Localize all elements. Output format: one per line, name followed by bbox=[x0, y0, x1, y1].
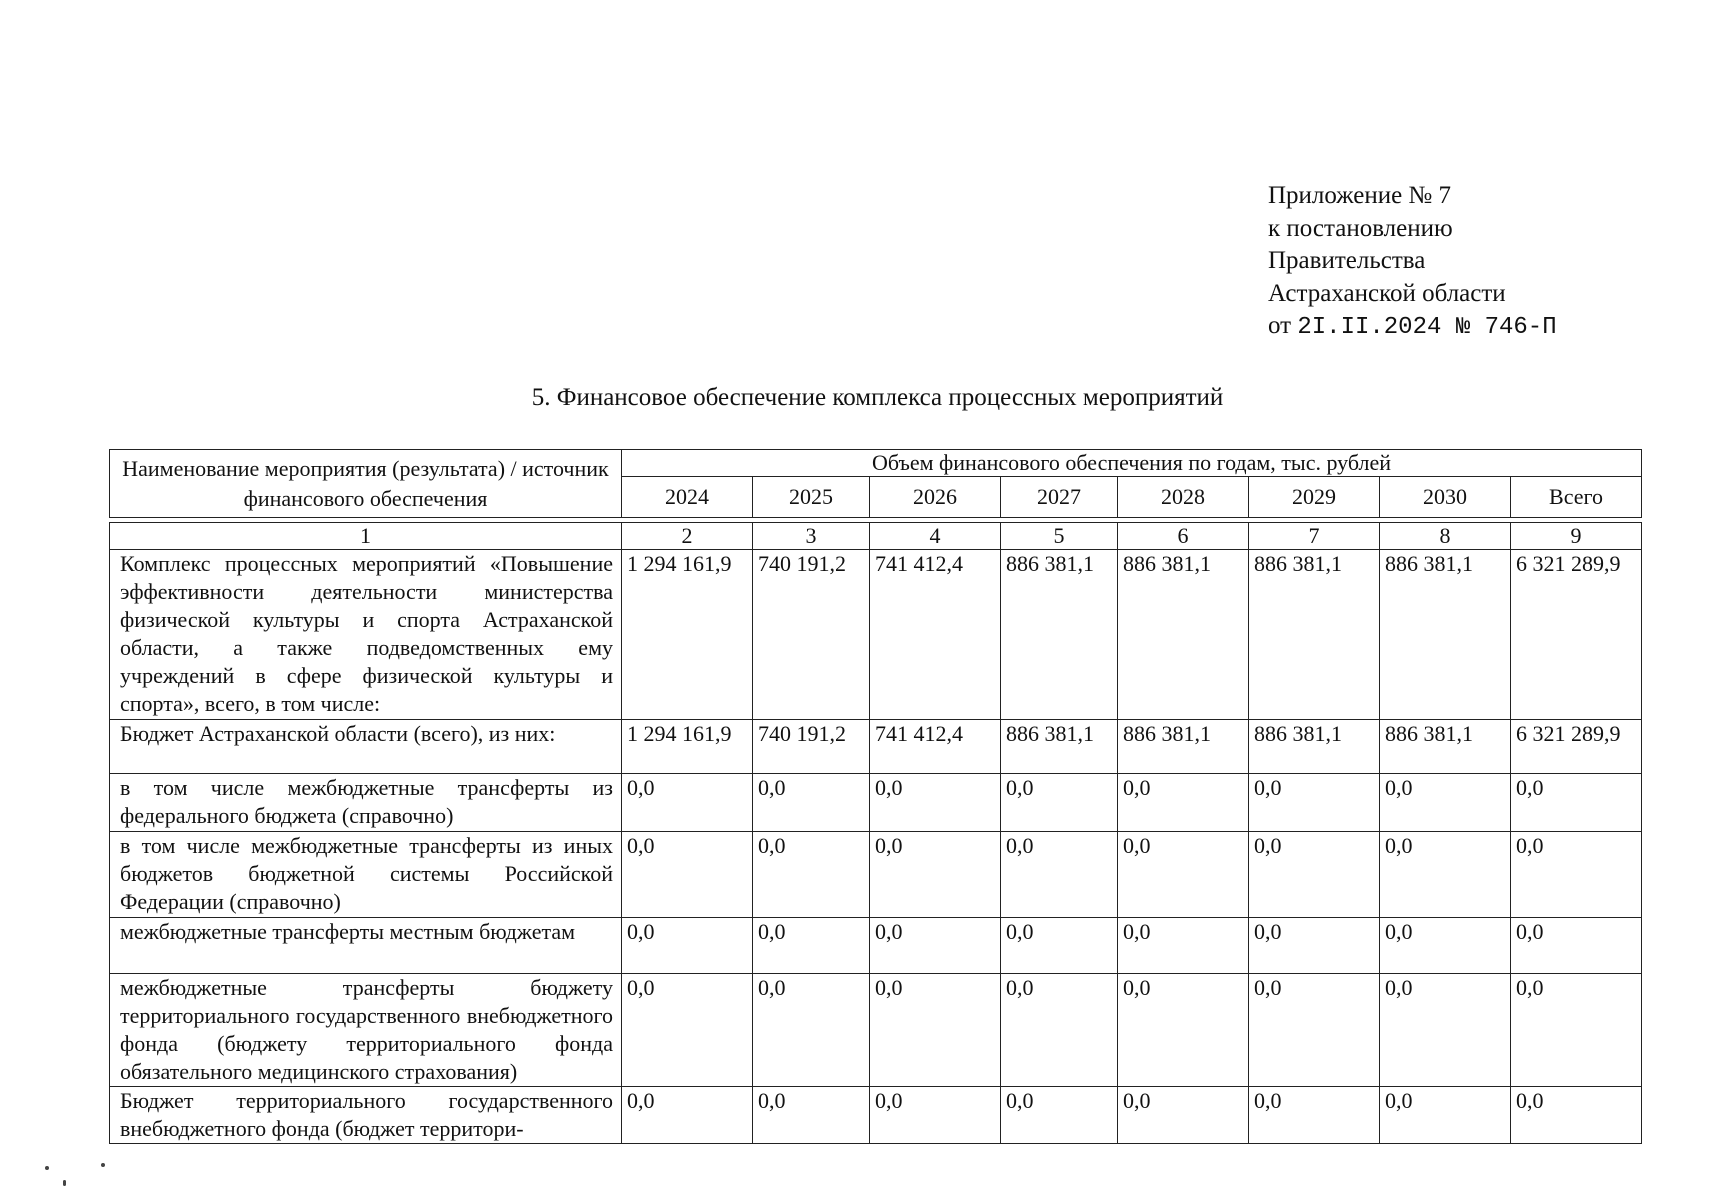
row-value-cell: 0,0 bbox=[1380, 1087, 1511, 1144]
row-value-cell: 0,0 bbox=[1511, 774, 1642, 832]
row-value-cell: 0,0 bbox=[1001, 774, 1118, 832]
row-value-cell: 886 381,1 bbox=[1380, 720, 1511, 774]
row-value-cell: 740 191,2 bbox=[753, 550, 870, 720]
header-year-2024: 2024 bbox=[622, 477, 753, 518]
column-number-row bbox=[110, 523, 1642, 550]
row-value-cell: 0,0 bbox=[1001, 1087, 1118, 1144]
row-value-cell: 0,0 bbox=[1001, 974, 1118, 1087]
row-value-cell: 0,0 bbox=[1380, 918, 1511, 974]
table-row bbox=[110, 720, 1642, 774]
row-value-cell: 0,0 bbox=[870, 918, 1001, 974]
table-row bbox=[110, 774, 1642, 832]
row-value-cell: 886 381,1 bbox=[1118, 720, 1249, 774]
row-value-cell: 0,0 bbox=[622, 832, 753, 918]
appendix-date-number: 2I.II.2024 № 746-П bbox=[1297, 314, 1557, 341]
row-name-cell: Комплекс процессных мероприятий «Повышение эффективности деятельности министерства физической культуры и спорта Астраханской области, а также подведомственных ему учреждений в сфере физической культуры и спорта», всего, в том числе: bbox=[110, 550, 622, 720]
row-value-cell: 0,0 bbox=[622, 974, 753, 1087]
row-name-cell: межбюджетные трансферты бюджету территориального государственного внебюджетного фонда (бюджету территориального фонда обязательного медицинского страхования) bbox=[110, 974, 622, 1087]
row-name-cell: Бюджет Астраханской области (всего), из них: bbox=[110, 720, 622, 774]
row-value-cell: 886 381,1 bbox=[1249, 550, 1380, 720]
row-value-cell: 0,0 bbox=[1511, 832, 1642, 918]
appendix-line-3: Правительства bbox=[1268, 247, 1426, 274]
scan-speck bbox=[101, 1163, 105, 1167]
row-value-cell: 0,0 bbox=[1001, 832, 1118, 918]
header-year-2030: 2030 bbox=[1380, 477, 1511, 518]
scan-speck bbox=[63, 1180, 66, 1186]
column-number: 7 bbox=[1249, 523, 1380, 550]
row-value-cell: 0,0 bbox=[1118, 974, 1249, 1087]
row-value-cell: 0,0 bbox=[1511, 918, 1642, 974]
header-name-cell: Наименование мероприятия (результата) / источник финансового обеспечения bbox=[110, 450, 622, 518]
row-value-cell: 0,0 bbox=[1511, 974, 1642, 1087]
row-value-cell: 0,0 bbox=[1380, 832, 1511, 918]
row-value-cell: 0,0 bbox=[753, 774, 870, 832]
column-number: 4 bbox=[870, 523, 1001, 550]
column-number: 8 bbox=[1380, 523, 1511, 550]
appendix-line-2: к постановлению bbox=[1268, 214, 1453, 242]
row-value-cell: 0,0 bbox=[753, 974, 870, 1087]
row-value-cell: 0,0 bbox=[870, 974, 1001, 1087]
row-value-cell: 0,0 bbox=[1118, 774, 1249, 832]
scan-speck bbox=[45, 1166, 49, 1170]
row-name-cell: в том числе межбюджетные трансферты из федерального бюджета (справочно) bbox=[110, 774, 622, 832]
header-total: Всего bbox=[1511, 477, 1642, 518]
row-value-cell: 0,0 bbox=[870, 774, 1001, 832]
header-year-2026: 2026 bbox=[870, 477, 1001, 518]
table-row bbox=[110, 550, 1642, 720]
row-value-cell: 886 381,1 bbox=[1249, 720, 1380, 774]
financing-table bbox=[109, 449, 1642, 1144]
row-value-cell: 0,0 bbox=[753, 1087, 870, 1144]
row-value-cell: 0,0 bbox=[870, 832, 1001, 918]
appendix-date-prefix: от bbox=[1268, 312, 1292, 339]
page-title: 5. Финансовое обеспечение комплекса процессных мероприятий bbox=[531, 384, 1224, 411]
appendix-line-4: Астраханской области bbox=[1268, 279, 1506, 307]
row-value-cell: 0,0 bbox=[622, 918, 753, 974]
row-value-cell: 886 381,1 bbox=[1001, 720, 1118, 774]
column-number: 3 bbox=[753, 523, 870, 550]
row-value-cell: 0,0 bbox=[1249, 974, 1380, 1087]
row-name-cell: межбюджетные трансферты местным бюджетам bbox=[110, 918, 622, 974]
row-value-cell: 740 191,2 bbox=[753, 720, 870, 774]
header-group-cell: Объем финансового обеспечения по годам, тыс. рублей bbox=[622, 450, 1642, 477]
row-value-cell: 886 381,1 bbox=[1380, 550, 1511, 720]
column-number: 5 bbox=[1001, 523, 1118, 550]
row-value-cell: 0,0 bbox=[1249, 918, 1380, 974]
column-number: 6 bbox=[1118, 523, 1249, 550]
appendix-date-line bbox=[1268, 310, 1557, 345]
row-value-cell: 0,0 bbox=[1511, 1087, 1642, 1144]
appendix-line-1: Приложение № 7 bbox=[1268, 182, 1452, 209]
column-number: 9 bbox=[1511, 523, 1642, 550]
row-value-cell: 0,0 bbox=[1380, 774, 1511, 832]
row-value-cell: 1 294 161,9 bbox=[622, 720, 753, 774]
row-value-cell: 0,0 bbox=[1249, 1087, 1380, 1144]
row-value-cell: 6 321 289,9 bbox=[1511, 550, 1642, 720]
row-name-cell: в том числе межбюджетные трансферты из иных бюджетов бюджетной системы Российской Федерации (справочно) bbox=[110, 832, 622, 918]
row-value-cell: 1 294 161,9 bbox=[622, 550, 753, 720]
row-value-cell: 0,0 bbox=[753, 832, 870, 918]
row-value-cell: 0,0 bbox=[1380, 974, 1511, 1087]
header-year-2028: 2028 bbox=[1118, 477, 1249, 518]
header-year-2029: 2029 bbox=[1249, 477, 1380, 518]
table-row bbox=[110, 974, 1642, 1087]
row-value-cell: 0,0 bbox=[622, 1087, 753, 1144]
column-number: 1 bbox=[110, 523, 622, 550]
row-value-cell: 0,0 bbox=[870, 1087, 1001, 1144]
table-row bbox=[110, 1087, 1642, 1144]
row-name-cell: Бюджет территориального государственного внебюджетного фонда (бюджет территори- bbox=[110, 1087, 622, 1144]
row-value-cell: 0,0 bbox=[1001, 918, 1118, 974]
row-value-cell: 0,0 bbox=[1249, 832, 1380, 918]
row-value-cell: 0,0 bbox=[753, 918, 870, 974]
row-value-cell: 0,0 bbox=[622, 774, 753, 832]
header-row bbox=[110, 450, 1642, 477]
row-value-cell: 741 412,4 bbox=[870, 720, 1001, 774]
row-value-cell: 0,0 bbox=[1118, 918, 1249, 974]
row-value-cell: 0,0 bbox=[1249, 774, 1380, 832]
row-value-cell: 886 381,1 bbox=[1001, 550, 1118, 720]
table-body bbox=[110, 550, 1642, 1144]
row-value-cell: 6 321 289,9 bbox=[1511, 720, 1642, 774]
row-value-cell: 0,0 bbox=[1118, 832, 1249, 918]
column-number: 2 bbox=[622, 523, 753, 550]
row-value-cell: 741 412,4 bbox=[870, 550, 1001, 720]
header-year-2025: 2025 bbox=[753, 477, 870, 518]
table-row bbox=[110, 832, 1642, 918]
appendix-block bbox=[1268, 180, 1557, 345]
row-value-cell: 886 381,1 bbox=[1118, 550, 1249, 720]
row-value-cell: 0,0 bbox=[1118, 1087, 1249, 1144]
table-row bbox=[110, 918, 1642, 974]
header-year-2027: 2027 bbox=[1001, 477, 1118, 518]
